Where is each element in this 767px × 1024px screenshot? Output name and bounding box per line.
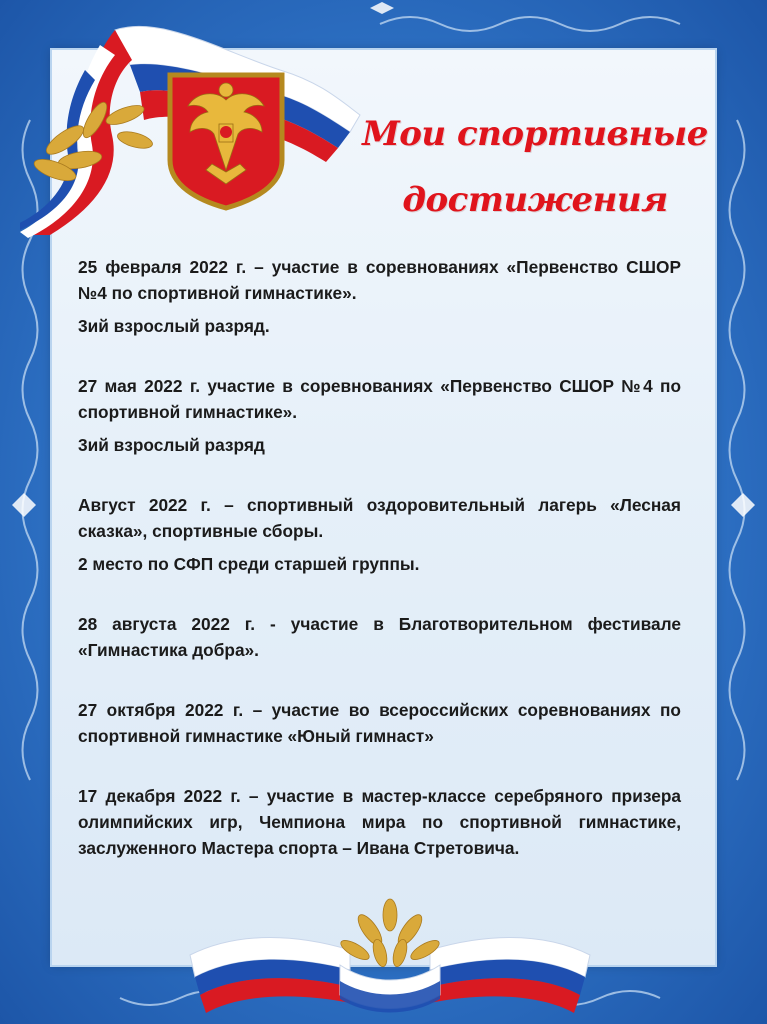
achievement-result: 3ий взрослый разряд. — [78, 316, 270, 336]
achievement-result: 2 место по СФП среди старшей группы. — [78, 554, 420, 574]
achievement-event: 27 мая 2022 г. участие в соревнованиях «Первенство СШОР №4 по спортивной гимнастике». — [78, 376, 681, 422]
list-item — [78, 373, 681, 458]
bottom-flag-ribbon-icon — [180, 895, 600, 1020]
page-title — [340, 101, 730, 233]
list-item — [78, 697, 681, 749]
achievement-event: 25 февраля 2022 г. – участие в соревнованиях «Первенство СШОР №4 по спортивной гимнастике». — [78, 257, 681, 303]
title-line-1: Мои спортивные — [362, 113, 708, 154]
flag-ribbon-icon — [20, 20, 370, 245]
achievement-event: 28 августа 2022 г. - участие в Благотворительном фестивале «Гимнастика добра». — [78, 614, 681, 660]
list-item — [78, 254, 681, 339]
achievements-list — [78, 254, 681, 895]
coat-of-arms-icon — [170, 75, 282, 208]
achievement-event: Август 2022 г. – спортивный оздоровительный лагерь «Лесная сказка», спортивные сборы. — [78, 495, 681, 541]
achievement-event: 17 декабря 2022 г. – участие в мастер-классе серебряного призера олимпийских игр, Чемпиона мира по спортивной гимнастике, заслуженного Мастера спорта – Ивана Стретовича. — [78, 786, 681, 858]
title-line-2: достижения — [402, 179, 668, 220]
list-item — [78, 783, 681, 861]
achievement-result: 3ий взрослый разряд — [78, 435, 265, 455]
achievement-event: 27 октября 2022 г. – участие во всероссийских соревнованиях по спортивной гимнастике «Юный гимнаст» — [78, 700, 681, 746]
list-item — [78, 611, 681, 663]
list-item — [78, 492, 681, 577]
laurel-icon — [338, 899, 442, 968]
